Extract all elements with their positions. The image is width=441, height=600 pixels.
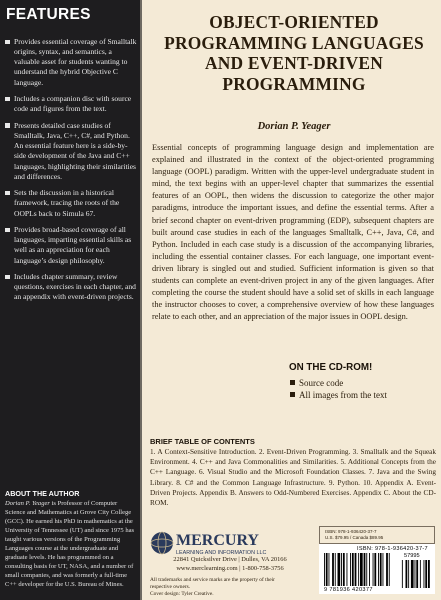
feature-item: Presents detailed case studies of Smalltalk, Java, C++, C#, and Python. An essential feature here is a side-by-side development of the Java and C++ languages, highlighting their similarities and differences.: [4, 121, 137, 182]
about-author-text: [5, 499, 138, 589]
features-title: FEATURES: [6, 6, 91, 23]
bullet-icon: [5, 191, 10, 196]
panel-divider: [140, 0, 142, 600]
globe-icon: [151, 532, 173, 554]
barcode-price-code: 57995: [404, 553, 420, 559]
cd-rom-item: Source code: [289, 377, 387, 389]
logo-sub-text: LEARNING AND INFORMATION LLC: [176, 550, 267, 556]
cd-rom-item: All images from the text: [289, 389, 387, 401]
feature-item: Includes a companion disc with source code and figures from the text.: [4, 94, 137, 114]
barcode-number: 9 781936 420377: [324, 587, 373, 593]
logo-main-text: MERCURY: [176, 532, 259, 549]
bullet-icon: [290, 392, 295, 397]
feature-item: Sets the discussion in a historical framework, tracing the roots of the OOPLs back to Simula 67.: [4, 188, 137, 218]
book-author: Dorian P. Yeager: [257, 121, 331, 132]
author-bio: is Professor of Computer Science and Mathematics at Grove City College (GCC). He earned his PhD in mathematics at the University of Tennessee (UT) and since 1975 has taught various versions of the Programming Languages course at the undergraduate and graduate levels. He has programmed on a consulting basis for UT, NASA, and a number of small companies, and was formerly a full-time C++ developer for the U.S. Bureau of Mines.: [5, 500, 135, 589]
feature-item: Provides essential coverage of Smalltalk origins, syntax, and semantics, a valuable asset for students wanting to understand the hybrid Objective C language.: [4, 37, 137, 88]
bullet-icon: [5, 275, 10, 280]
toc-text: 1. A Context-Sensitive Introduction. 2. Event-Driven Programming. 3. Smalltalk and the Squeak Environment. 4. C++ and Java Commonalities and Similarities. 5. Additional Concepts from the C++ Language. 6. Visual Studio and the Microsoft Foundation Classes. 7. Java and the Swing Library. 8. C# and the Common Language Infrastructure. 9. Python. 10. Appendix A. Event-Driven Projects. Appendix B. Answers to Odd-Numbered Exercises. Appendix C. About the CD-ROM.: [150, 448, 436, 508]
book-title: OBJECT-ORIENTED PROGRAMMING LANGUAGES AND EVENT-DRIVEN PROGRAMMING: [164, 12, 424, 94]
features-list: [4, 37, 137, 309]
book-description: Essential concepts of programming language design and implementation are explained and illustrated in the context of the object-oriented programming language (OOPL) paradigm. Written with the upper-level undergraduate student in mind, the text begins with an upper-level chapter that summarizes the essential features of an OOPL, then widens the discussion to categorize the other major paradigms, introduce the important issues, and define the essential terms. After a brief second chapter on event-driven programming (EDP), subsequent chapters are built around case studies in each of the languages Smalltalk, C++, Java, C#, and Python. Included in each case study is a discussion of the accompanying libraries, including the essential container classes. For each language, one important event-driven library is singled out and studied. Sufficient information is given so that students can complete an event-driven project in any of the given languages. After completing the course the student should have a solid set of skills in each language the instructor chooses to cover, a comprehensive overview of how these languages relate to each other, and an appreciation of the major issues in OOPL design.: [152, 143, 434, 322]
publisher-address: 22841 Quicksilver Drive | Dulles, VA 20166 www.merclearning.com | 1-800-758-3756: [173, 556, 287, 572]
mercury-logo: [150, 529, 300, 557]
features-panel: [0, 0, 140, 600]
cd-rom-list: [289, 377, 387, 401]
bullet-icon: [5, 97, 10, 102]
bullet-icon: [5, 40, 10, 45]
bullet-icon: [5, 228, 10, 233]
barcode-isbn: ISBN: 978-1-936420-37-7: [357, 546, 428, 552]
isbn-price-text: ISBN: 978-1-936420-37-7 U.S. $79.95 / Canada $89.95: [325, 529, 384, 540]
bullet-icon: [290, 380, 295, 385]
bullet-icon: [5, 123, 10, 128]
about-author-title: ABOUT THE AUTHOR: [5, 489, 80, 498]
toc-title: BRIEF TABLE OF CONTENTS: [150, 437, 255, 446]
feature-item: Includes chapter summary, review questions, exercises in each chapter, and an appendix with event-driven projects.: [4, 272, 137, 302]
author-name: Dorian P. Yeager: [5, 500, 50, 507]
trademark-notice: All trademarks and service marks are the property of their respective owners. Cover design: Tyler Creative.: [150, 577, 275, 597]
cd-rom-box: [285, 361, 441, 451]
feature-item: Provides broad-based coverage of all languages, imparting essential skills as well as an appreciation for each language’s design philosophy.: [4, 225, 137, 266]
cd-rom-title: ON THE CD-ROM!: [289, 362, 373, 373]
